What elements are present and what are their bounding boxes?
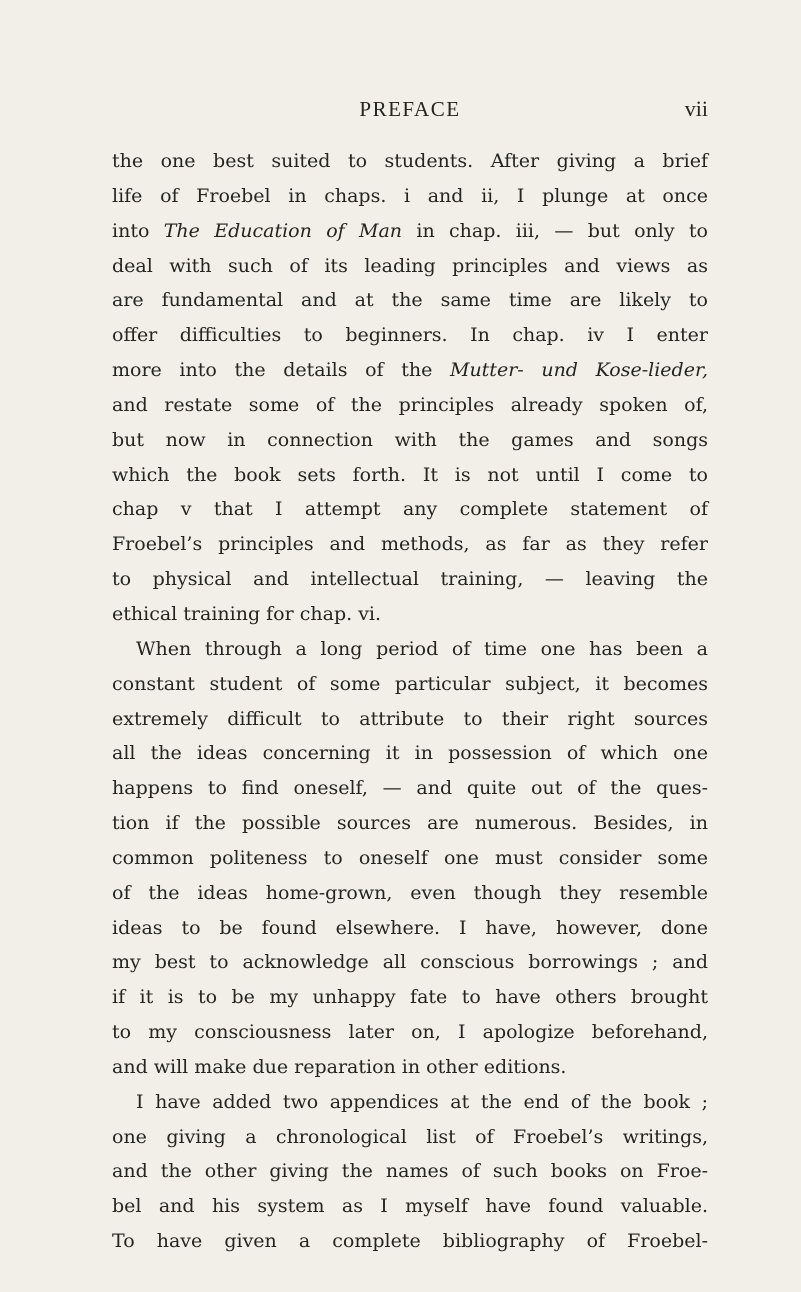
text-line bbox=[112, 318, 708, 353]
text-span: my best to acknowledge all conscious borrowings ; and bbox=[112, 951, 708, 974]
text-line bbox=[112, 876, 708, 911]
text-line bbox=[112, 667, 708, 702]
text-span: happens to find oneself, — and quite out of the ques- bbox=[112, 777, 708, 800]
text-line bbox=[112, 911, 708, 946]
text-line bbox=[112, 1015, 708, 1050]
text-line bbox=[112, 1189, 708, 1224]
text-span: constant student of some particular subject, it becomes bbox=[112, 672, 708, 695]
text-line bbox=[112, 736, 708, 771]
text-span: life of Froebel in chaps. i and ii, I plunge at once bbox=[112, 184, 708, 207]
text-span: tion if the possible sources are numerous. Besides, in bbox=[112, 812, 708, 835]
text-span: bel and his system as I myself have found valuable. bbox=[112, 1195, 708, 1218]
text-span: if it is to be my unhappy fate to have others brought bbox=[112, 986, 708, 1009]
text-span: to my consciousness later on, I apologize beforehand, bbox=[112, 1021, 708, 1044]
text-span: Froebel’s principles and methods, as far as they refer bbox=[112, 533, 708, 556]
body-text bbox=[112, 144, 708, 1259]
running-head: PREFACE bbox=[359, 97, 461, 121]
text-span: more into the details of the bbox=[112, 359, 450, 382]
text-line bbox=[112, 458, 708, 493]
text-line bbox=[112, 806, 708, 841]
text-span: chap v that I attempt any complete statement of bbox=[112, 498, 708, 521]
text-line bbox=[112, 1224, 708, 1259]
text-line bbox=[112, 283, 708, 318]
text-span: are fundamental and at the same time are likely to bbox=[112, 289, 708, 312]
text-line bbox=[112, 492, 708, 527]
text-line bbox=[112, 1154, 708, 1189]
text-line bbox=[112, 249, 708, 284]
text-line bbox=[112, 980, 708, 1015]
text-span: and restate some of the principles already spoken of, bbox=[112, 393, 708, 416]
text-line bbox=[112, 423, 708, 458]
text-line bbox=[112, 388, 708, 423]
text-span: When through a long period of time one has been a bbox=[136, 637, 708, 660]
text-line bbox=[112, 1050, 708, 1085]
text-line bbox=[112, 632, 708, 667]
text-span: To have given a complete bibliography of Froebel- bbox=[112, 1230, 708, 1253]
page-number: vii bbox=[684, 96, 708, 121]
text-line bbox=[112, 527, 708, 562]
text-line bbox=[112, 1085, 708, 1120]
text-span: the one best suited to students. After giving a brief bbox=[112, 150, 708, 172]
text-span: of the ideas home-grown, even though they resemble bbox=[112, 881, 708, 904]
text-line bbox=[112, 353, 708, 388]
text-span: but now in connection with the games and songs bbox=[112, 428, 708, 451]
text-line bbox=[112, 702, 708, 737]
text-line bbox=[112, 841, 708, 876]
text-span: extremely difficult to attribute to their right sources bbox=[112, 707, 708, 730]
text-span: ideas to be found elsewhere. I have, however, done bbox=[112, 916, 708, 939]
text-span: I have added two appendices at the end of the book ; bbox=[136, 1090, 708, 1113]
page-header bbox=[112, 94, 708, 124]
text-span: in chap. iii, — but only to bbox=[402, 219, 708, 242]
text-span: to physical and intellectual training, — leaving the bbox=[112, 568, 708, 591]
text-span: common politeness to oneself one must consider some bbox=[112, 846, 708, 869]
italic-title: The Education of Man bbox=[163, 219, 403, 242]
text-span: into bbox=[112, 219, 164, 242]
text-span: and will make due reparation in other editions. bbox=[112, 1055, 567, 1078]
text-line bbox=[112, 1120, 708, 1155]
text-line bbox=[112, 562, 708, 597]
text-line bbox=[112, 597, 708, 632]
text-span: ethical training for chap. vi. bbox=[112, 602, 382, 625]
text-span: which the book sets forth. It is not until I come to bbox=[112, 463, 708, 486]
text-line bbox=[112, 179, 708, 214]
text-line bbox=[112, 771, 708, 806]
italic-title: Mutter- und Kose-lieder, bbox=[449, 359, 708, 382]
text-span: all the ideas concerning it in possession of which one bbox=[112, 742, 708, 765]
text-span: one giving a chronological list of Froebel’s writings, bbox=[112, 1125, 708, 1148]
text-span: and the other giving the names of such books on Froe- bbox=[112, 1160, 708, 1183]
text-span: offer difficulties to beginners. In chap. iv I enter bbox=[112, 324, 708, 347]
text-line bbox=[112, 214, 708, 249]
text-line bbox=[112, 144, 708, 179]
text-line bbox=[112, 945, 708, 980]
text-span: deal with such of its leading principles and views as bbox=[112, 254, 708, 277]
